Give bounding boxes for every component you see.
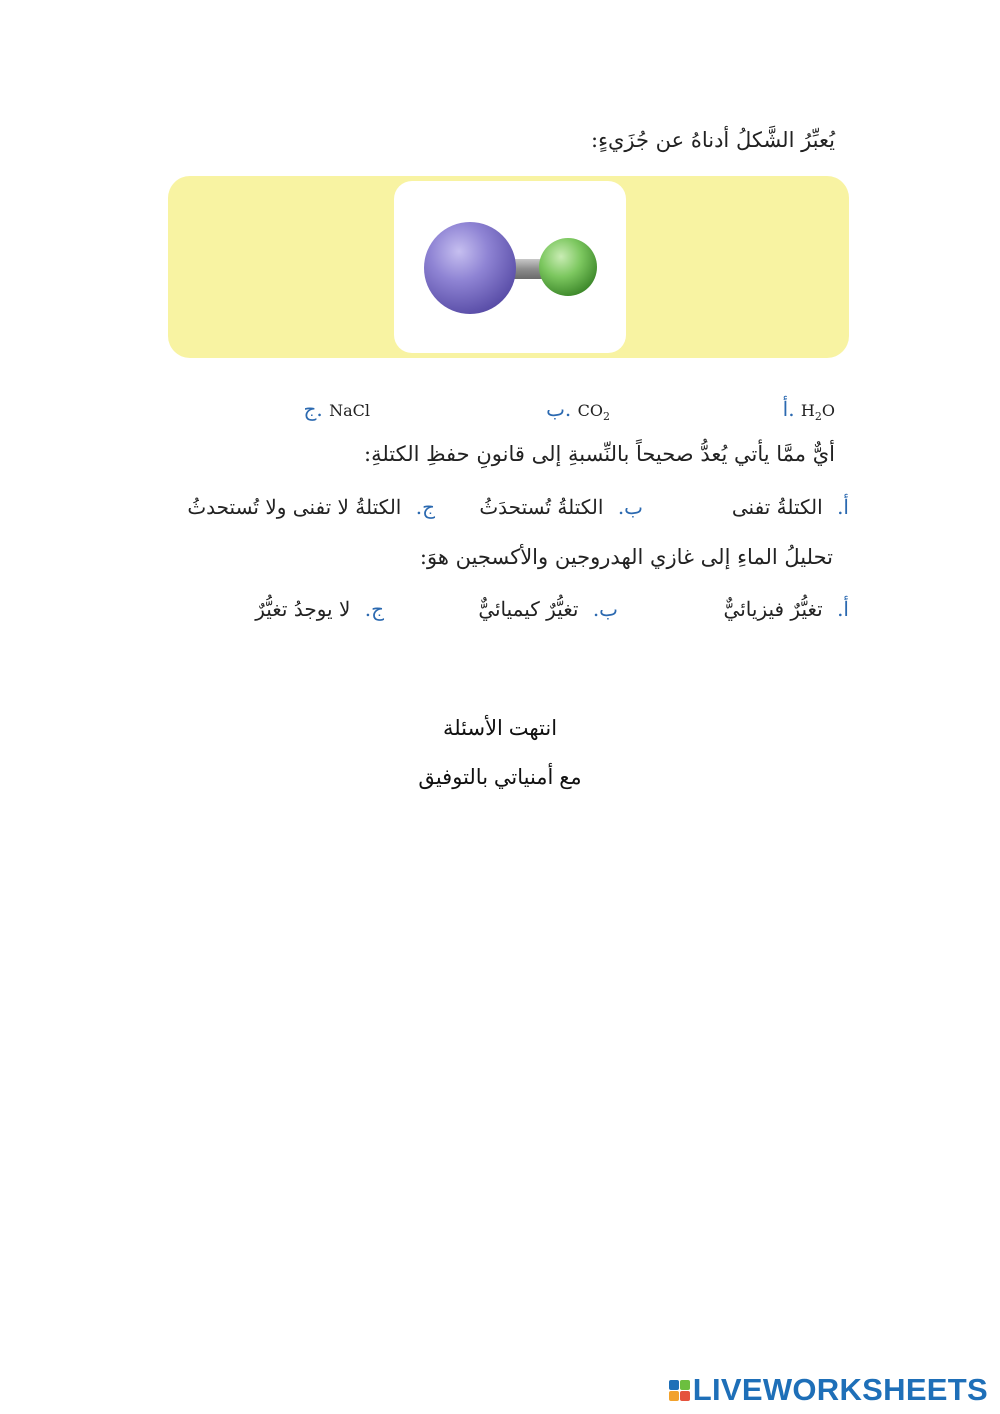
option-text: الكتلةُ تفنى bbox=[731, 495, 823, 519]
option-letter: ج. bbox=[303, 397, 323, 421]
formula: $CO_2$ bbox=[577, 401, 610, 424]
q3-option-b[interactable] bbox=[478, 597, 618, 621]
logo-grid-icon bbox=[669, 1380, 690, 1401]
q1-option-c[interactable] bbox=[303, 397, 384, 421]
option-letter: أ. bbox=[837, 597, 849, 621]
q2-option-b[interactable] bbox=[479, 495, 643, 519]
molecule-illustration bbox=[394, 181, 626, 353]
q3-option-a[interactable] bbox=[724, 597, 849, 621]
q1-option-a[interactable] bbox=[783, 397, 849, 423]
option-text: تغيُّرٌ كيميائيٌّ bbox=[478, 597, 579, 621]
option-letter: ب. bbox=[546, 397, 572, 421]
q2-option-a[interactable] bbox=[732, 495, 849, 519]
question-2-text: أيٌّ ممَّا يأتي يُعدُّ صحيحاً بالنِّسبةِ إلى قانونِ حفظِ الكتلةِ: bbox=[364, 442, 835, 466]
large-atom bbox=[424, 222, 516, 314]
q3-option-c[interactable] bbox=[255, 597, 384, 621]
question-3-text: تحليلُ الماءِ إلى غازي الهدروجين والأكسجين هوَ: bbox=[419, 545, 833, 569]
option-letter: ب. bbox=[592, 597, 618, 621]
molecule-image-frame bbox=[394, 181, 626, 353]
question-1-text: يُعبِّرُ الشَّكلُ أدناهُ عن جُزَيءٍ: bbox=[591, 128, 835, 152]
liveworksheets-logo[interactable] bbox=[669, 1372, 988, 1408]
q2-option-c[interactable] bbox=[187, 495, 435, 519]
option-letter: أ. bbox=[837, 495, 849, 519]
formula: NaCl bbox=[329, 401, 370, 420]
formula: $H_2O$ bbox=[800, 401, 835, 424]
option-letter: أ. bbox=[782, 397, 795, 421]
closing-line-1: انتهت الأسئلة bbox=[442, 717, 558, 740]
option-letter: ج. bbox=[415, 495, 435, 519]
option-letter: ج. bbox=[364, 597, 384, 621]
option-letter: ب. bbox=[617, 495, 643, 519]
option-text: تغيُّرٌ فيزيائيٌّ bbox=[723, 597, 823, 621]
option-text: الكتلةُ تُستحدَثُ bbox=[479, 495, 604, 519]
option-text: الكتلةُ لا تفنى ولا تُستحدثُ bbox=[187, 495, 402, 519]
brand-name: LIVEWORKSHEETS bbox=[692, 1372, 988, 1407]
q1-option-b[interactable] bbox=[546, 397, 624, 423]
small-atom bbox=[539, 238, 597, 296]
option-text: لا يوجدُ تغيُّرٌ bbox=[255, 597, 351, 621]
closing-line-2: مع أمنياتي بالتوفيق bbox=[418, 766, 582, 789]
